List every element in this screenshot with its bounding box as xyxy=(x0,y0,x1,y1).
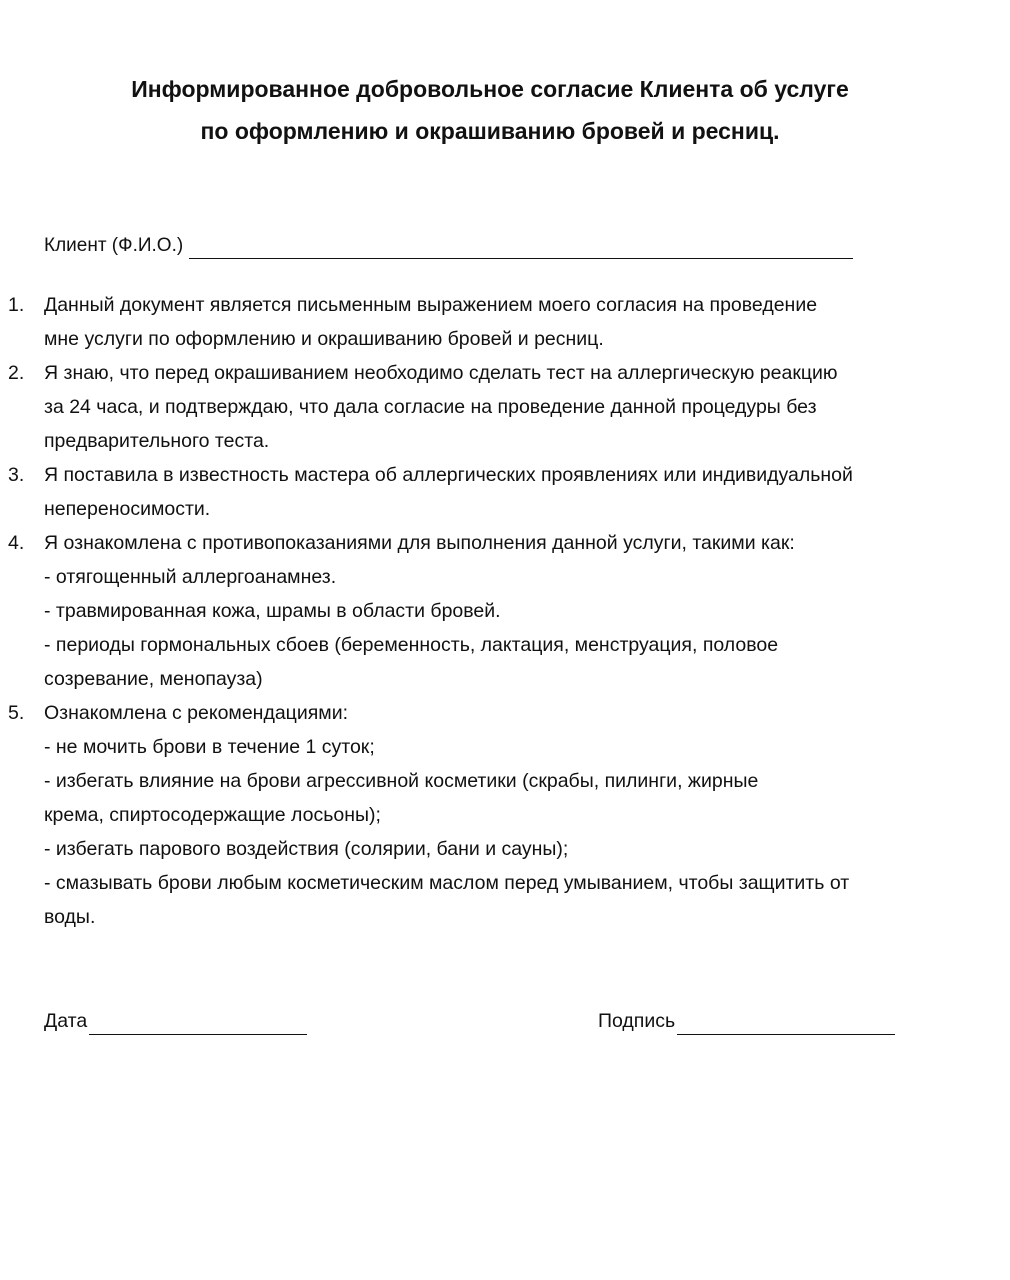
consent-item-text-line: мне услуги по оформлению и окрашиванию бровей и ресниц. xyxy=(44,328,604,350)
consent-item xyxy=(0,458,1000,526)
date-blank[interactable] xyxy=(89,1014,307,1035)
consent-item-text-line: Я поставила в известность мастера об аллергических проявлениях или индивидуальной xyxy=(44,464,853,486)
consent-item-text-line: Данный документ является письменным выражением моего согласия на проведение xyxy=(44,294,818,316)
consent-item-text-line: - не мочить брови в течение 1 суток; xyxy=(44,736,375,758)
consent-item xyxy=(0,356,1000,458)
consent-item-number: 4. xyxy=(8,532,25,554)
consent-item-text-line: - избегать парового воздействия (солярии, бани и сауны); xyxy=(44,838,569,860)
signature-blank[interactable] xyxy=(677,1014,895,1035)
consent-item-number: 2. xyxy=(8,362,25,384)
document-title-line-2: по оформлению и окрашиванию бровей и ресниц. xyxy=(200,118,780,144)
consent-item-text-line: крема, спиртосодержащие лосьоны); xyxy=(44,804,381,826)
consent-item-text-line: созревание, менопауза) xyxy=(44,668,263,690)
consent-item-text-line: Ознакомлена с рекомендациями: xyxy=(44,702,349,724)
consent-item-number: 3. xyxy=(8,464,25,486)
consent-item-number: 5. xyxy=(8,702,25,724)
consent-item-text-line: - отягощенный аллергоанамнез. xyxy=(44,566,337,588)
consent-item-text-line: Я ознакомлена с противопоказаниями для выполнения данной услуги, такими как: xyxy=(44,532,795,554)
consent-item-text-line: предварительного теста. xyxy=(44,430,270,452)
client-name-row xyxy=(44,233,853,259)
consent-item xyxy=(0,696,1000,934)
signature-row xyxy=(598,1007,895,1035)
consent-item-text-line: воды. xyxy=(44,906,96,928)
consent-item-text-line: непереносимости. xyxy=(44,498,211,520)
consent-item-text-line: - периоды гормональных сбоев (беременность, лактация, менструация, половое xyxy=(44,634,779,656)
consent-item-text-line: - избегать влияние на брови агрессивной косметики (скрабы, пилинги, жирные xyxy=(44,770,759,792)
consent-item-text-line: - смазывать брови любым косметическим маслом перед умыванием, чтобы защитить от xyxy=(44,872,850,894)
consent-item-text-line: Я знаю, что перед окрашиванием необходимо сделать тест на аллергическую реакцию xyxy=(44,362,838,384)
signature-label: Подпись xyxy=(598,1010,676,1032)
document-title-line-1: Информированное добровольное согласие Клиента об услуге xyxy=(131,76,849,102)
consent-item xyxy=(0,288,1000,356)
client-name-label: Клиент (Ф.И.О.) xyxy=(44,235,184,256)
consent-item-text-line: - травмированная кожа, шрамы в области бровей. xyxy=(44,600,501,622)
consent-item xyxy=(0,526,1000,696)
consent-item-number: 1. xyxy=(8,294,25,316)
consent-item-text-line: за 24 часа, и подтверждаю, что дала согласие на проведение данной процедуры без xyxy=(44,396,817,418)
client-name-blank[interactable] xyxy=(189,238,853,259)
date-label: Дата xyxy=(44,1010,88,1032)
date-row xyxy=(44,1007,307,1035)
consent-items-list xyxy=(0,288,1000,934)
